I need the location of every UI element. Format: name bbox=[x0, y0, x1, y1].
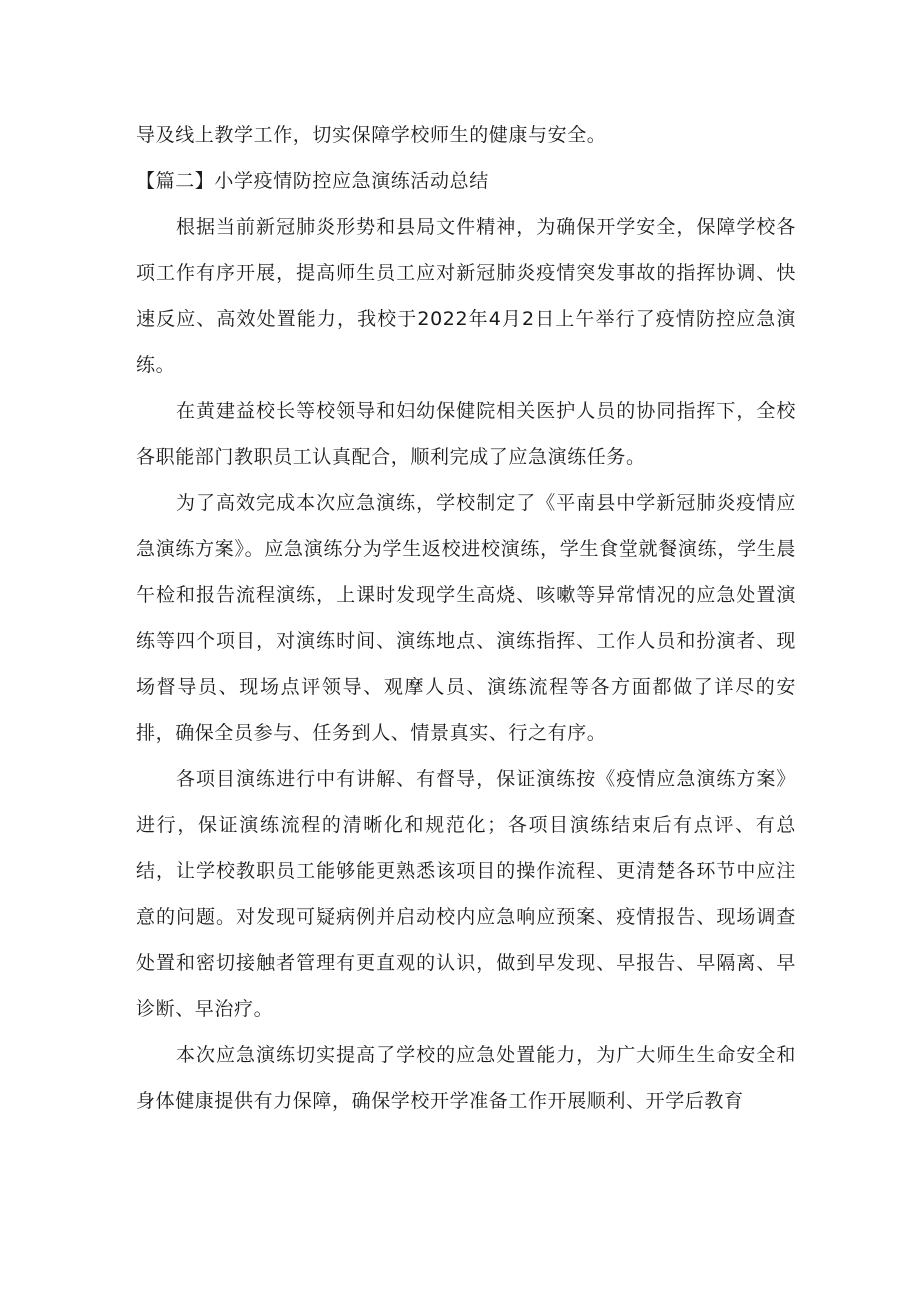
paragraph-3: 为了高效完成本次应急演练，学校制定了《平南县中学新冠肺炎疫情应急演练方案》。应急演练分为学生返校进校演练，学生食堂就餐演练，学生晨午检和报告流程演练，上课时发现学生高烧、咳嗽等异常情况的应急处置演练等四个项目，对演练时间、演练地点、演练指挥、工作人员和扮演者、现场督导员、现场点评领导、观摩人员、演练流程等各方面都做了详尽的安排，确保全员参与、任务到人、情景真实、行之有序。 bbox=[136, 492, 796, 744]
section-heading: 【篇二】小学疫情防控应急演练活动总结 bbox=[136, 170, 489, 192]
lead-line: 导及线上教学工作，切实保障学校师生的健康与安全。 bbox=[136, 124, 607, 146]
paragraph-2: 在黄建益校长等校领导和妇幼保健院相关医护人员的协同指挥下，全校各职能部门教职员工认真配合，顺利完成了应急演练任务。 bbox=[136, 400, 796, 468]
paragraph-1: 根据当前新冠肺炎形势和县局文件精神，为确保开学安全，保障学校各项工作有序开展，提高师生员工应对新冠肺炎疫情突发事故的指挥协调、快速反应、高效处置能力，我校于2022年4月2日上午举行了疫情防控应急演练。 bbox=[136, 216, 796, 376]
document-body bbox=[136, 112, 796, 1124]
paragraph-4: 各项目演练进行中有讲解、有督导，保证演练按《疫情应急演练方案》进行，保证演练流程的清晰化和规范化；各项目演练结束后有点评、有总结，让学校教职员工能够能更熟悉该项目的操作流程、更清楚各环节中应注意的问题。对发现可疑病例并启动校内应急响应预案、疫情报告、现场调查处置和密切接触者管理有更直观的认识，做到早发现、早报告、早隔离、早诊断、早治疗。 bbox=[136, 768, 796, 1020]
paragraph-5: 本次应急演练切实提高了学校的应急处置能力，为广大师生生命安全和身体健康提供有力保障，确保学校开学准备工作开展顺利、开学后教育 bbox=[136, 1044, 796, 1112]
